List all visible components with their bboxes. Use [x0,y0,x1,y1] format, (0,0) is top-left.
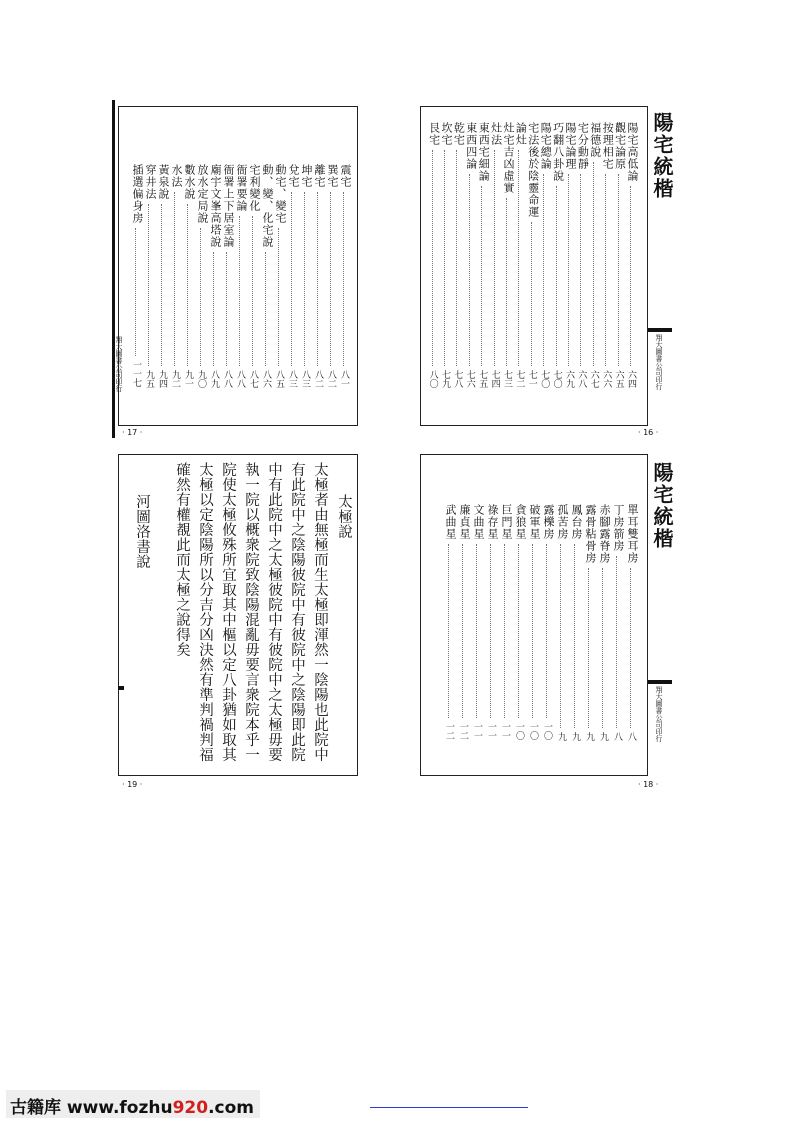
toc-leader-dots [481,186,483,366]
page-18-number: · 18 · [638,780,659,789]
body-text-column: 太極者由無極而生太極即渾然一陰陽也此院中 [312,462,328,762]
toc-leader-dots [226,252,228,366]
toc-entry-title: 宅利變化 [248,164,261,212]
toc-leader-dots [630,186,632,366]
toc-leader-dots [574,544,576,728]
page-18-brand-title: 陽宅統楷 [650,462,674,550]
toc-leader-dots [602,568,604,728]
toc-leader-dots [531,222,533,366]
toc-entry-title: 艮宅 [427,122,441,146]
toc-entry-page: 八三 [300,370,310,388]
toc-entry-title: 黃泉說 [157,164,170,200]
toc-entry-page: 八七 [248,370,258,388]
toc-entry-page: 八八 [235,370,245,388]
site-logo-cn: 古籍库 [10,1098,61,1118]
toc-entry-page: 七〇 [551,370,562,388]
page-18-publisher: 翔大圖書公司印行 [655,686,663,742]
toc-entry-title: 陽宅總論 [539,122,553,170]
toc-entry-title: 貪狼星 [514,504,527,540]
toc-leader-dots [616,556,618,728]
toc-entry-title: 武曲星 [444,504,457,540]
toc-entry-title: 祿存星 [486,504,499,540]
page-19 [112,450,374,792]
toc-leader-dots [200,228,202,366]
toc-leader-dots [304,192,306,366]
toc-entry-title: 巧翻八卦說 [551,122,565,182]
toc-leader-dots [568,174,570,366]
toc-entry-title: 鳳台房 [570,504,583,540]
toc-entry-page: 六五 [613,370,624,388]
footer-link-underline[interactable] [370,1107,528,1108]
toc-entry-page: 一一 [472,722,482,740]
toc-entry-title: 震宅 [339,164,352,188]
toc-entry-title: 放水定局說 [196,164,209,224]
toc-entry-page: 一〇 [542,722,552,740]
toc-leader-dots [560,544,562,728]
toc-entry-title: 宅分動靜 [576,122,590,170]
toc-entry-title: 觀宅論原 [613,122,627,170]
toc-entry-page: 七五 [477,370,488,388]
toc-entry-page: 七〇 [539,370,550,388]
body-text-column: 執一院以概衆院致陰陽混亂毋要言衆院本乎一 [243,462,259,762]
toc-entry-title: 論灶 [514,122,528,146]
toc-leader-dots [556,186,558,366]
toc-entry-title: 灶宅吉凶虛實 [502,122,515,194]
toc-entry-title: 數水說 [183,164,196,200]
toc-entry-title: 宅法後於陰靈命運 [526,122,540,218]
toc-entry-page: 一一七 [131,360,141,387]
toc-leader-dots [543,174,545,366]
toc-leader-dots [605,174,607,366]
toc-entry-page: 七二 [514,370,525,388]
page-16 [414,100,676,438]
toc-entry-page: 一一 [486,722,496,740]
section-title: 太極說 [336,494,352,539]
toc-entry-title: 兌宅 [287,164,300,188]
toc-entry-page: 一〇 [514,722,524,740]
toc-leader-dots [148,204,150,366]
toc-entry-page: 八 [612,732,622,741]
toc-entry-title: 坤宅 [300,164,313,188]
toc-entry-title: 東西四論 [464,122,478,170]
toc-entry-title: 動、變、化宅說 [261,164,274,248]
toc-leader-dots [187,204,189,366]
toc-leader-dots [444,150,446,366]
site-logo-url-suffix: .com [208,1098,255,1118]
body-text-column: 院使太極攸殊所宜取其中樞以定八卦猶如取其 [220,462,236,762]
toc-leader-dots [593,162,595,366]
toc-leader-dots [265,252,267,366]
toc-entry-page: 八 [626,732,636,741]
toc-entry-page: 七六 [464,370,475,388]
toc-entry-page: 八三 [287,370,297,388]
toc-entry-title: 巽宅 [326,164,339,188]
toc-entry-title: 東西宅細論 [477,122,491,182]
toc-leader-dots [278,228,280,366]
body-text-column: 有此院中之陰陽彼院中有彼院中之陰陽即此院 [289,462,305,762]
body-text-column: 確然有權覩此而太極之說得矣 [174,462,190,657]
toc-entry-page: 八九 [209,370,219,388]
toc-leader-dots [239,216,241,366]
toc-leader-dots [518,150,520,366]
toc-entry-title: 赤腳露脊房 [598,504,611,564]
toc-leader-dots [291,192,293,366]
page-16-spine-right [648,328,672,332]
toc-entry-page: 六九 [564,370,574,388]
toc-entry-title: 離宅 [313,164,326,188]
toc-entry-page: 八〇 [427,370,438,388]
toc-leader-dots [532,544,534,718]
toc-leader-dots [252,216,254,366]
toc-entry-page: 七八 [452,370,463,388]
toc-entry-title: 穿井法 [144,164,157,200]
toc-entry-page: 六六 [601,370,612,388]
toc-leader-dots [630,568,632,728]
toc-leader-dots [469,174,471,366]
toc-entry-title: 廟宇文峯高塔說 [209,164,222,248]
toc-entry-title: 單耳雙耳房 [626,504,639,564]
page-19-spine-left [118,686,124,690]
toc-leader-dots [462,544,464,718]
page-16-number: · 16 · [638,428,659,437]
toc-entry-page: 七四 [489,370,500,388]
toc-entry-title: 動宅、變宅 [274,164,287,224]
toc-leader-dots [135,228,137,356]
toc-leader-dots [506,198,508,366]
toc-entry-page: 八一 [339,370,349,388]
toc-entry-title: 巨門星 [500,504,513,540]
toc-entry-title: 福德說 [588,122,602,158]
toc-leader-dots [504,544,506,718]
toc-leader-dots [174,192,176,366]
toc-entry-page: 八五 [274,370,284,388]
toc-entry-title: 衙署上下居室論 [222,164,235,248]
toc-leader-dots [343,192,345,366]
toc-leader-dots [213,252,215,366]
toc-leader-dots [161,204,163,366]
toc-entry-page: 九〇 [196,370,206,388]
toc-leader-dots [330,192,332,366]
toc-entry-page: 七一 [526,370,537,388]
page-19-number: · 19 · [122,780,143,789]
toc-leader-dots [448,544,450,718]
toc-entry-page: 九 [584,732,594,741]
toc-entry-page: 一二 [458,722,468,740]
toc-leader-dots [518,544,520,718]
toc-entry-title: 插選偏身房 [131,164,144,224]
toc-entry-page: 九四 [157,370,167,388]
toc-entry-page: 九 [570,732,580,741]
toc-entry-page: 九五 [144,370,154,388]
toc-entry-page: 一二 [444,722,454,740]
page-17 [112,100,374,438]
toc-entry-page: 八二 [326,370,336,388]
toc-entry-page: 八六 [261,370,271,388]
toc-entry-title: 按理相宅 [601,122,615,170]
toc-entry-page: 七九 [440,370,450,388]
toc-entry-title: 破軍星 [528,504,541,540]
next-section-title: 河圖洛書說 [134,494,150,569]
toc-entry-page: 六四 [626,370,636,388]
toc-entry-page: 八二 [313,370,323,388]
toc-entry-page: 九一 [183,370,193,388]
toc-entry-title: 陽宅論理 [564,122,577,170]
site-logo-url-digits: 920 [172,1098,209,1118]
page-18-spine-right [648,680,672,684]
toc-leader-dots [432,150,434,366]
toc-leader-dots [618,174,620,366]
toc-entry-title: 丁房箭房 [612,504,625,552]
toc-entry-title: 孤苦房 [556,504,569,540]
body-text-column: 太極以定陰陽所以分吉分凶決然有準判禍判福 [197,462,213,762]
toc-entry-page: 九二 [170,370,180,388]
toc-leader-dots [490,544,492,718]
page-17-number: · 17 · [122,428,143,437]
toc-entry-page: 九 [598,732,608,741]
site-logo[interactable] [10,1093,254,1118]
toc-leader-dots [476,544,478,718]
page-16-publisher: 翔大圖書公司印行 [655,334,663,390]
toc-entry-title: 灶法 [489,122,503,146]
toc-entry-title: 乾宅 [452,122,466,146]
toc-entry-title: 衙署要論 [235,164,248,212]
site-logo-url-prefix: www.fozhu [66,1098,173,1118]
toc-entry-title: 露櫟房 [542,504,555,540]
toc-entry-title: 陽宅高低論 [626,122,639,182]
toc-leader-dots [456,150,458,366]
page-16-brand-title: 陽宅統楷 [650,112,674,200]
toc-entry-page: 八八 [222,370,232,388]
toc-entry-page: 七三 [502,370,512,388]
toc-entry-page: 一〇 [528,722,538,740]
toc-entry-title: 坎宅 [440,122,453,146]
toc-entry-title: 露骨粘骨房 [584,504,597,564]
page-17-publisher: 翔大圖書公司印行 [115,336,123,392]
toc-entry-title: 水法 [170,164,183,188]
toc-entry-page: 六七 [588,370,599,388]
page-18 [414,450,676,792]
toc-entry-title: 文曲星 [472,504,485,540]
toc-leader-dots [494,150,496,366]
toc-entry-page: 一一 [500,722,510,740]
toc-entry-page: 六八 [576,370,587,388]
toc-leader-dots [546,544,548,718]
toc-entry-page: 九 [556,732,566,741]
toc-leader-dots [580,174,582,366]
body-text-column: 中有此院中之太極彼院中有彼院中之太極毋要 [266,462,282,762]
toc-entry-title: 廉貞星 [458,504,471,540]
toc-leader-dots [588,568,590,728]
toc-leader-dots [317,192,319,366]
